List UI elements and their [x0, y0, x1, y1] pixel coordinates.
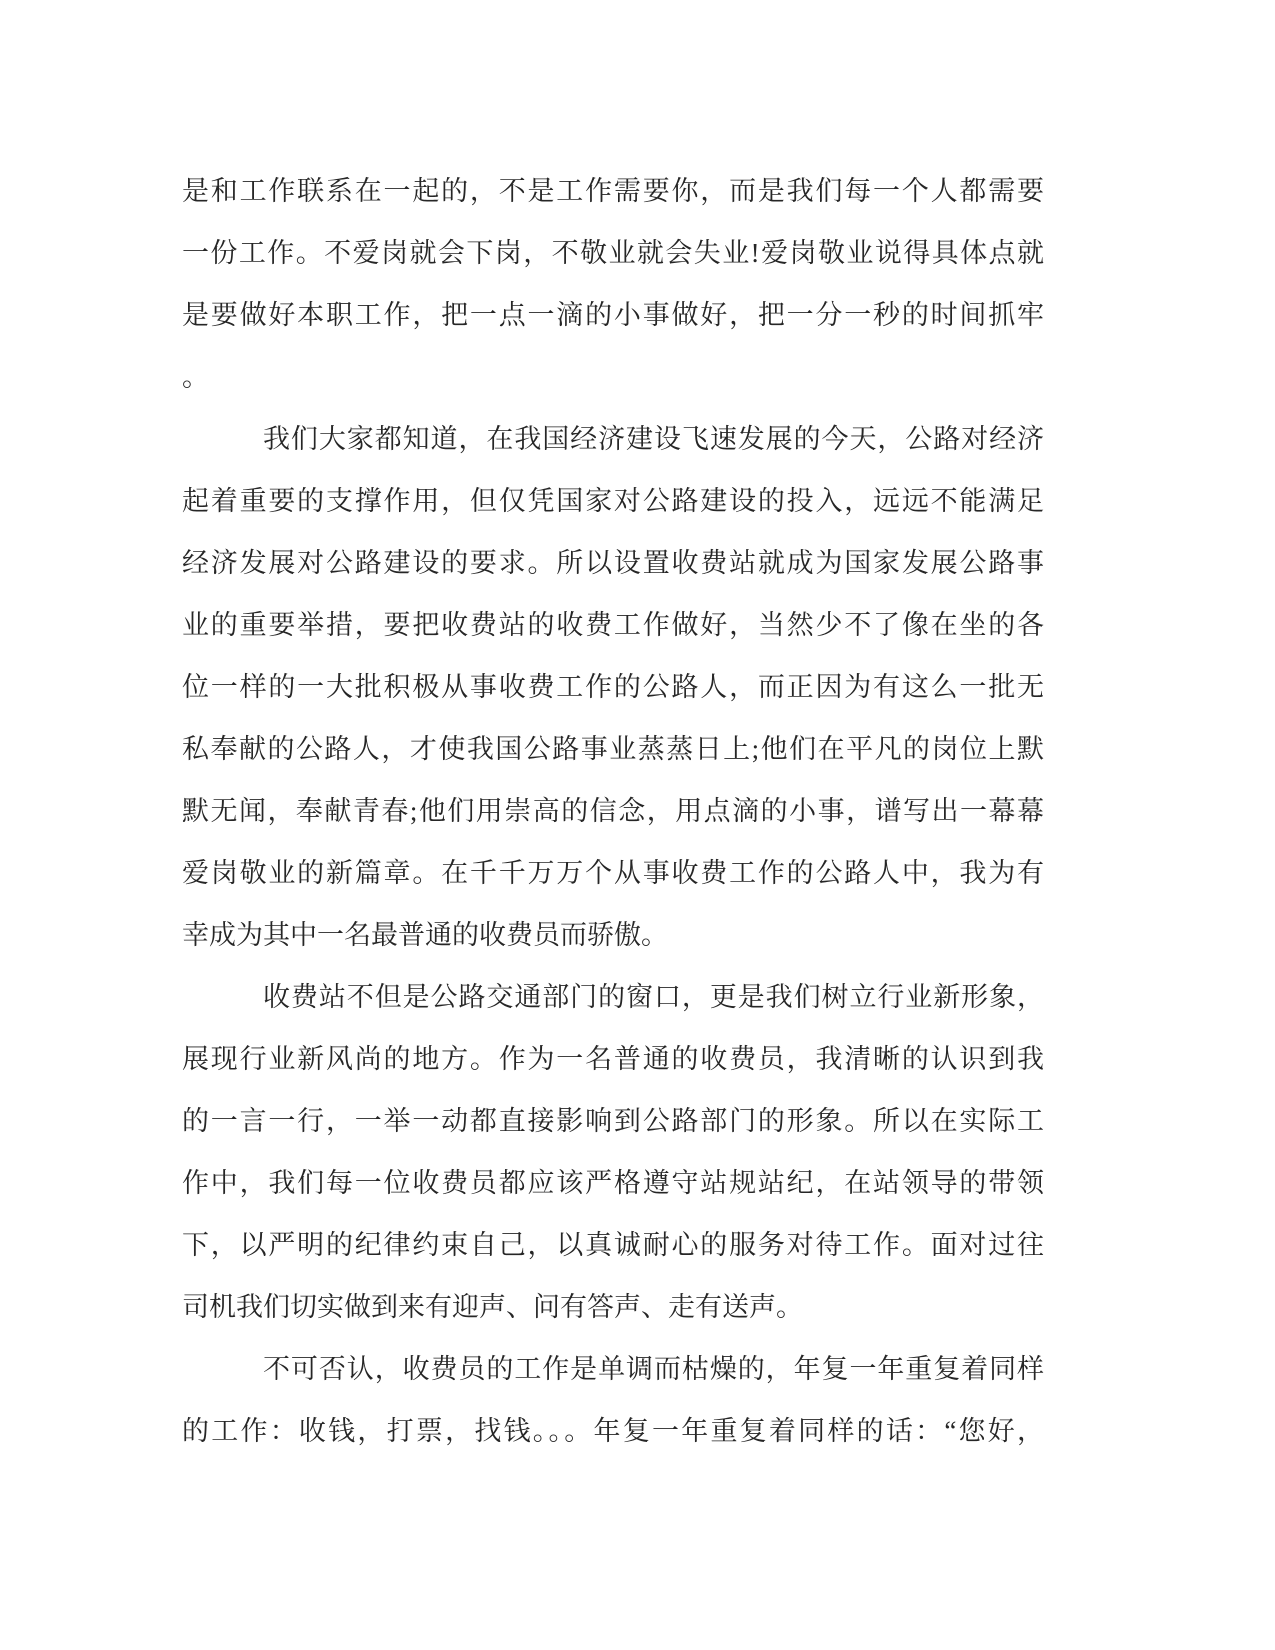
document-body — [182, 160, 1044, 1462]
text-line: 经济发展对公路建设的要求。所以设置收费站就成为国家发展公路事 — [182, 548, 1044, 578]
paragraph — [182, 408, 1044, 966]
text-line: 是和工作联系在一起的，不是工作需要你，而是我们每一个人都需要 — [182, 176, 1044, 206]
text-line: 。 — [182, 362, 209, 392]
text-line: 默无闻，奉献青春;他们用崇高的信念，用点滴的小事，谱写出一幕幕 — [182, 796, 1044, 826]
text-line: 司机我们切实做到来有迎声、问有答声、走有送声。 — [182, 1292, 803, 1322]
text-line: 下，以严明的纪律约束自己，以真诚耐心的服务对待工作。面对过往 — [182, 1230, 1044, 1260]
text-line: 业的重要举措，要把收费站的收费工作做好，当然少不了像在坐的各 — [182, 610, 1044, 640]
text-line: 起着重要的支撑作用，但仅凭国家对公路建设的投入，远远不能满足 — [182, 486, 1044, 516]
paragraph — [182, 160, 1044, 408]
text-line: 是要做好本职工作，把一点一滴的小事做好，把一分一秒的时间抓牢 — [182, 300, 1044, 330]
paragraph — [182, 966, 1044, 1338]
text-line: 爱岗敬业的新篇章。在千千万万个从事收费工作的公路人中，我为有 — [182, 858, 1044, 888]
text-line: 展现行业新风尚的地方。作为一名普通的收费员，我清晰的认识到我 — [182, 1044, 1044, 1074]
text-line: 收费站不但是公路交通部门的窗口，更是我们树立行业新形象， — [263, 982, 1044, 1012]
paragraph — [182, 1338, 1044, 1462]
text-line: 的一言一行，一举一动都直接影响到公路部门的形象。所以在实际工 — [182, 1106, 1044, 1136]
text-line: 作中，我们每一位收费员都应该严格遵守站规站纪，在站领导的带领 — [182, 1168, 1044, 1198]
text-line: 不可否认，收费员的工作是单调而枯燥的，年复一年重复着同样 — [263, 1354, 1044, 1384]
text-line: 私奉献的公路人，才使我国公路事业蒸蒸日上;他们在平凡的岗位上默 — [182, 734, 1044, 764]
text-line: 我们大家都知道，在我国经济建设飞速发展的今天，公路对经济 — [263, 424, 1044, 454]
text-line: 位一样的一大批积极从事收费工作的公路人，而正因为有这么一批无 — [182, 672, 1044, 702]
text-line: 的工作：收钱，打票，找钱。。。年复一年重复着同样的话：“您好， — [182, 1416, 1044, 1446]
text-line: 一份工作。不爱岗就会下岗，不敬业就会失业!爱岗敬业说得具体点就 — [182, 238, 1044, 268]
text-line: 幸成为其中一名最普通的收费员而骄傲。 — [182, 920, 668, 950]
